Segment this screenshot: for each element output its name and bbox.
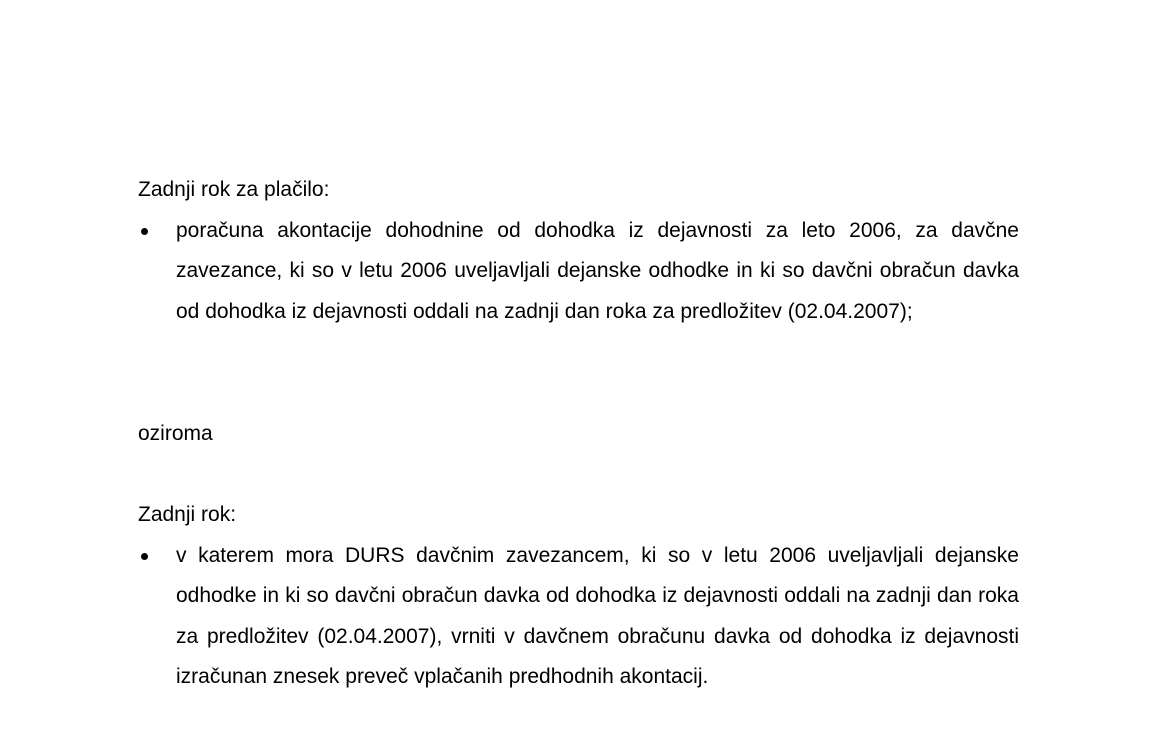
bullet-icon <box>141 553 148 560</box>
bullet-item-settlement <box>138 211 1019 333</box>
connector-block <box>138 414 1019 455</box>
section-heading-refund-deadline: Zadnji rok: <box>138 503 237 526</box>
bullet-icon <box>141 228 148 235</box>
section-refund-deadline <box>138 495 1019 698</box>
section-payment-deadline <box>138 170 1019 332</box>
bullet-text-settlement: poračuna akontacije dohodnine od dohodka iz dejavnosti za leto 2006, za davčne zavezance, ki so v letu 2006 uveljavljali dejanske odhodke in ki so davčni obračun davka od dohodka iz dejavnosti oddali na zadnji dan roka za predložitev (02.04.2007); <box>176 218 1019 323</box>
bullet-text-refund: v katerem mora DURS davčnim zavezancem, ki so v letu 2006 uveljavljali dejanske odhodke in ki so davčni obračun davka od dohodka iz dejavnosti oddali na zadnji dan roka za predložitev (02.04.2007), vrniti v davčnem obračunu davka od dohodka iz dejavnosti izračunan znesek preveč vplačanih predhodnih akontacij. <box>176 543 1019 688</box>
section-heading-payment-deadline: Zadnji rok za plačilo: <box>138 178 330 201</box>
connector-text: oziroma <box>138 422 213 445</box>
bullet-item-refund <box>138 536 1019 698</box>
